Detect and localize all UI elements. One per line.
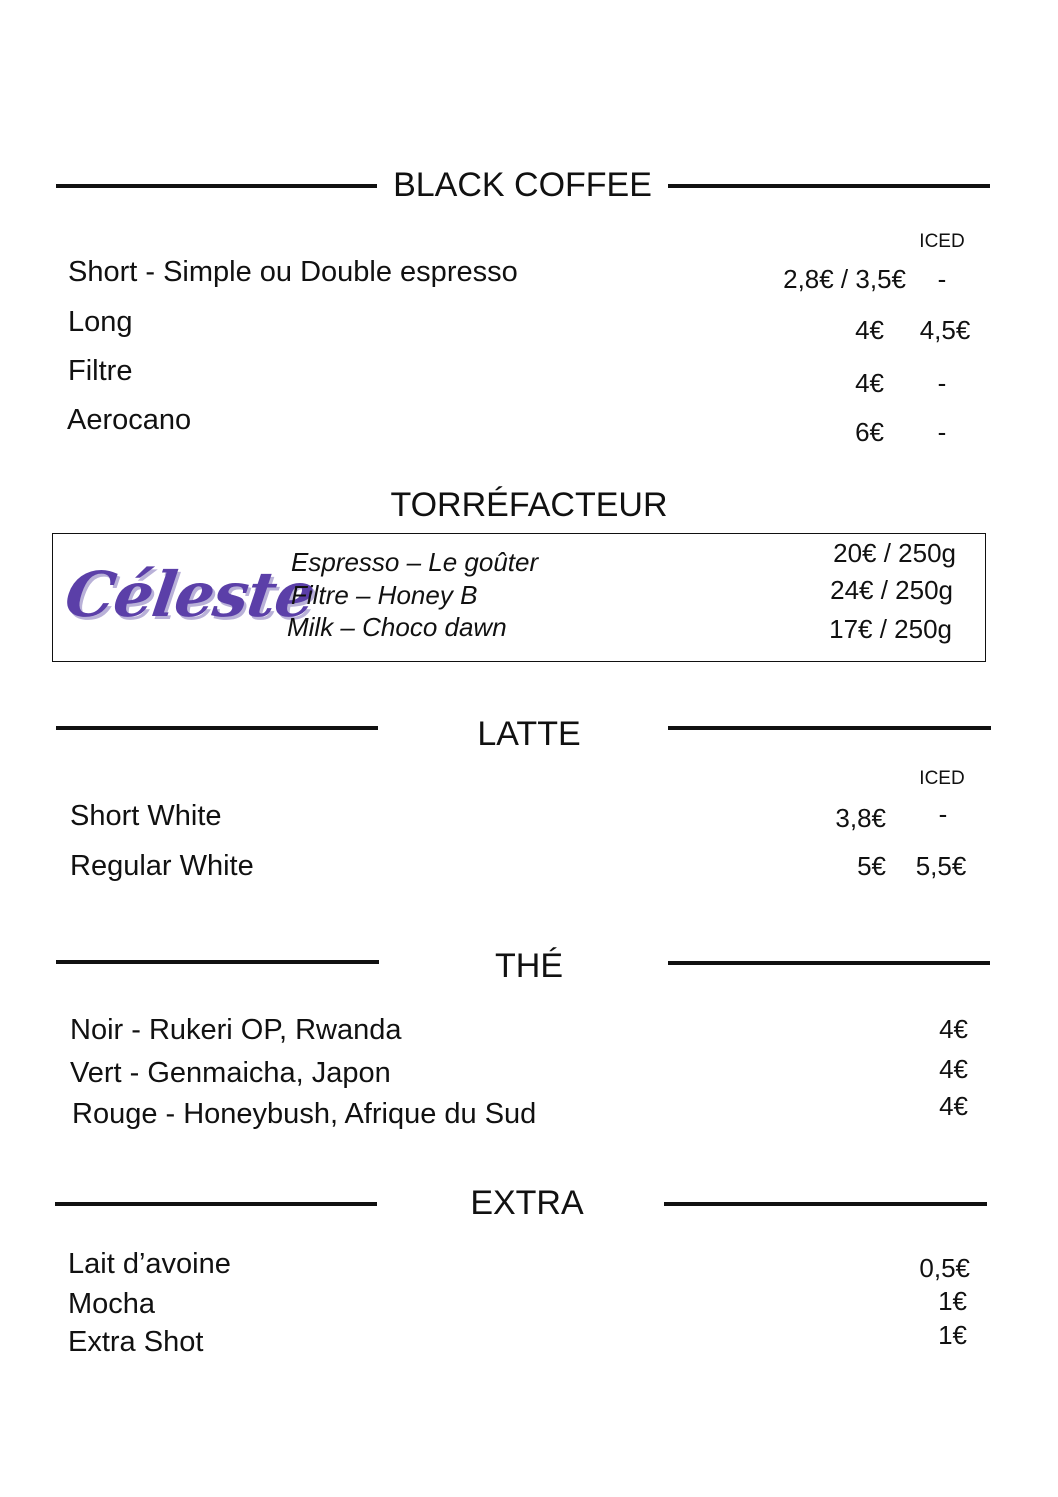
roaster-coffee-price: 17€ / 250g bbox=[829, 614, 952, 644]
menu-item-price: 4€ bbox=[855, 315, 884, 345]
roaster-coffee-name: Filtre – Honey B bbox=[291, 580, 478, 610]
menu-item-price: 4€ bbox=[939, 1054, 968, 1084]
menu-item-price: 4€ bbox=[939, 1014, 968, 1044]
menu-item-iced-price: - bbox=[938, 799, 948, 829]
menu-item-price: 5€ bbox=[857, 851, 886, 881]
roaster-coffee-price: 20€ / 250g bbox=[833, 538, 956, 568]
menu-item-iced-price: - bbox=[937, 368, 947, 398]
iced-column-header: ICED bbox=[919, 231, 965, 252]
menu-item-iced-price: 4,5€ bbox=[919, 315, 971, 345]
menu-item-price: 4€ bbox=[855, 368, 884, 398]
section-rule-right bbox=[668, 184, 990, 188]
iced-column-header: ICED bbox=[919, 768, 965, 789]
menu-item-price: 6€ bbox=[855, 417, 884, 447]
menu-item-name: Extra Shot bbox=[68, 1326, 204, 1358]
section-rule-left bbox=[56, 184, 377, 188]
section-title-torrefacteur: TORRÉFACTEUR bbox=[390, 486, 668, 524]
menu-item-price: 4€ bbox=[939, 1091, 968, 1121]
menu-item-name: Long bbox=[68, 306, 133, 338]
menu-item-price: 1€ bbox=[938, 1286, 967, 1316]
menu-item-iced-price: 5,5€ bbox=[915, 851, 967, 881]
section-rule-left bbox=[56, 960, 379, 964]
menu-item-name: Aerocano bbox=[67, 404, 192, 436]
section-title-extra: EXTRA bbox=[470, 1184, 584, 1222]
section-title-black-coffee: BLACK COFFEE bbox=[393, 166, 652, 204]
section-rule-left bbox=[56, 726, 378, 730]
section-rule-right bbox=[668, 726, 991, 730]
menu-item-name: Short White bbox=[70, 800, 222, 832]
menu-item-name: Rouge - Honeybush, Afrique du Sud bbox=[72, 1098, 537, 1130]
menu-item-name: Short - Simple ou Double espresso bbox=[68, 256, 518, 288]
celeste-logo: Céleste bbox=[60, 558, 319, 631]
section-rule-right bbox=[668, 961, 990, 965]
menu-item-name: Mocha bbox=[68, 1288, 156, 1320]
menu-item-iced-price: - bbox=[937, 417, 947, 447]
roaster-coffee-name: Milk – Choco dawn bbox=[287, 612, 507, 642]
menu-item-name: Regular White bbox=[70, 850, 254, 882]
menu-item-price: 0,5€ bbox=[919, 1253, 970, 1283]
menu-item-name: Noir - Rukeri OP, Rwanda bbox=[70, 1014, 402, 1046]
menu-item-name: Vert - Genmaicha, Japon bbox=[70, 1057, 391, 1089]
menu-item-price: 2,8€ / 3,5€ bbox=[783, 264, 906, 294]
section-title-latte: LATTE bbox=[477, 715, 581, 753]
menu-item-price: 3,8€ bbox=[835, 803, 886, 833]
menu-item-price: 1€ bbox=[938, 1320, 967, 1350]
roaster-coffee-name: Espresso – Le goûter bbox=[291, 547, 539, 577]
menu-item-name: Lait d’avoine bbox=[68, 1248, 231, 1280]
menu-item-iced-price: - bbox=[937, 264, 947, 294]
menu-item-name: Filtre bbox=[68, 355, 133, 387]
roaster-coffee-price: 24€ / 250g bbox=[830, 575, 953, 605]
section-rule-right bbox=[664, 1202, 987, 1206]
section-rule-left bbox=[55, 1202, 377, 1206]
section-title-the: THÉ bbox=[495, 947, 563, 985]
